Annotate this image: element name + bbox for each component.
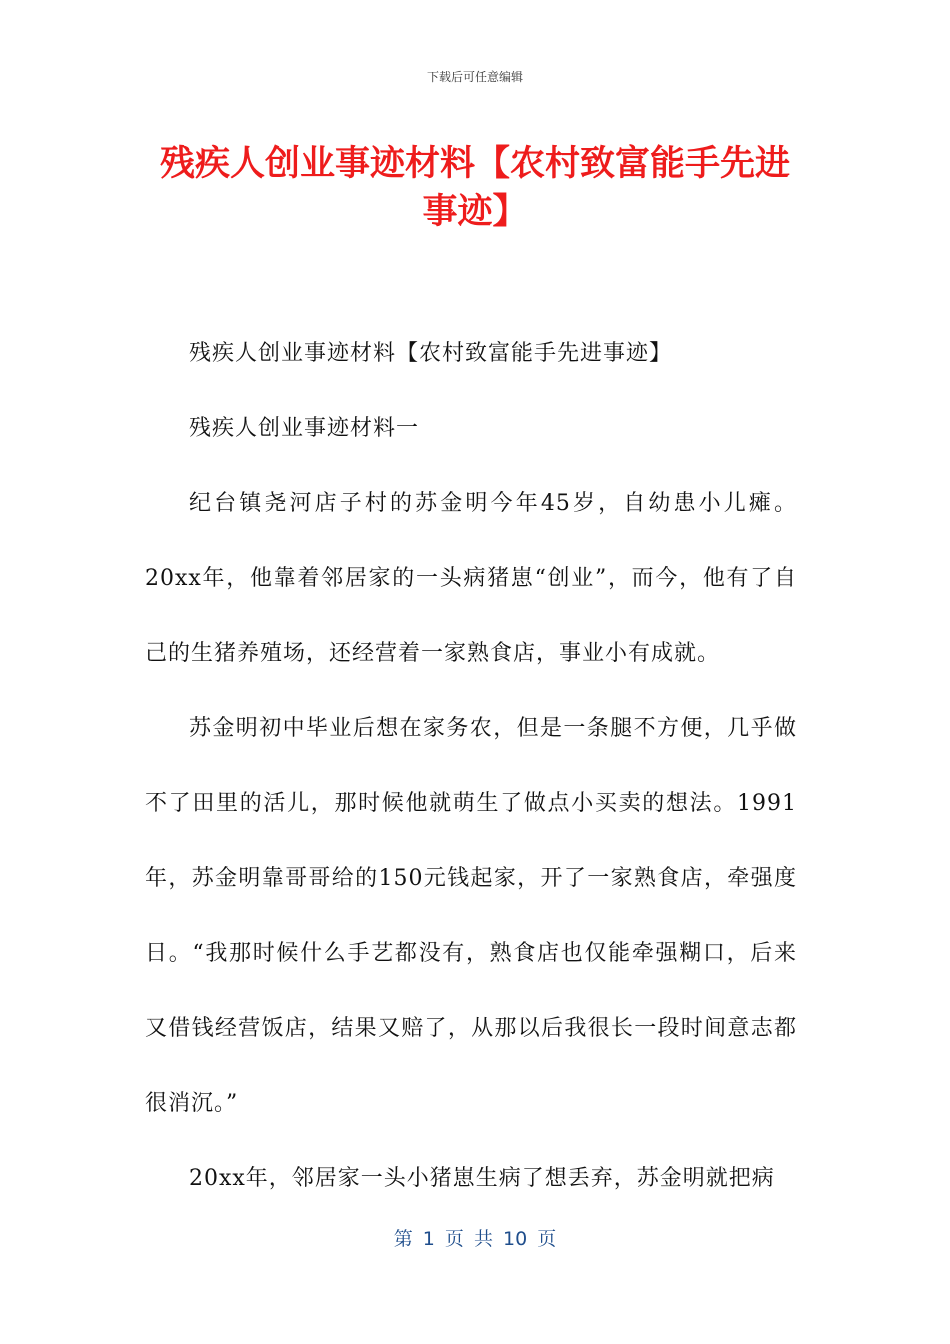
document-title: 残疾人创业事迹材料【农村致富能手先进事迹】 bbox=[159, 144, 790, 232]
footer-mid: 页 共 bbox=[444, 1228, 493, 1250]
header-note: 下载后可任意编辑 bbox=[426, 70, 523, 84]
page-footer bbox=[0, 1224, 950, 1251]
paragraph: 苏金明初中毕业后想在家务农，但是一条腿不方便，几乎做不了田里的活儿，那时候他就萌生了做点小买卖的想法。1991年，苏金明靠哥哥给的150元钱起家，开了一家熟食店，牵强度日。“我那时候什么手艺都没有，熟食店也仅能牵强糊口，后来又借钱经营饭店，结果又赔了，从那以后我很长一段时间意志都很消沉。” bbox=[145, 716, 797, 1116]
paragraph: 纪台镇尧河店子村的苏金明今年45岁，自幼患小儿瘫。20xx年，他靠着邻居家的一头病猪崽“创业”，而今，他有了自己的生猪养殖场，还经营着一家熟食店，事业小有成就。 bbox=[145, 491, 797, 666]
paragraph: 残疾人创业事迹材料【农村致富能手先进事迹】 bbox=[189, 341, 673, 366]
footer-suffix: 页 bbox=[537, 1228, 557, 1250]
paragraph: 20xx年，邻居家一头小猪崽生病了想丢弃，苏金明就把病 bbox=[189, 1166, 775, 1191]
footer-prefix: 第 bbox=[393, 1228, 413, 1250]
document-body bbox=[145, 316, 797, 1216]
paragraph: 残疾人创业事迹材料一 bbox=[189, 416, 420, 441]
footer-current-page: 1 bbox=[422, 1228, 435, 1250]
footer-total-pages: 10 bbox=[503, 1228, 528, 1250]
